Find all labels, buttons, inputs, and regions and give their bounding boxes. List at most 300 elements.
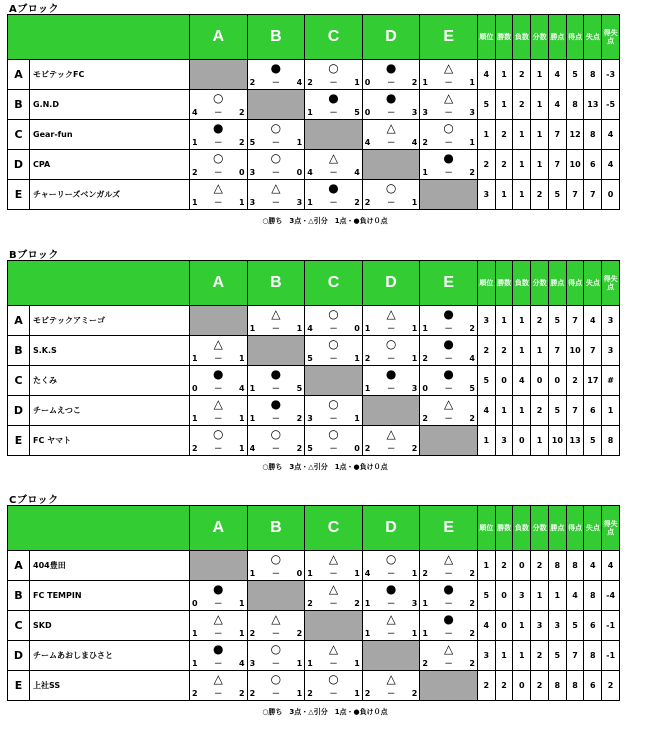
goals-against: 2 [411, 444, 418, 453]
stat-value: 0 [495, 581, 513, 611]
stat-value: 1 [495, 396, 513, 426]
goals-for: 2 [307, 78, 313, 87]
goals-for: 1 [307, 569, 313, 578]
goals-against: 5 [296, 384, 303, 393]
opponent-header: C [305, 261, 363, 306]
team-letter: D [8, 396, 30, 426]
match-score [365, 384, 418, 394]
goals-for: 1 [192, 198, 198, 207]
stat-header: 分数 [531, 261, 549, 306]
goals-for: 4 [307, 168, 313, 177]
score-dash: － [387, 689, 396, 698]
score-dash: － [271, 659, 280, 668]
result-symbol: △ [213, 612, 223, 626]
match-result-cell [362, 551, 420, 581]
points-legend: ○勝ち 3点・△引分 1点・●負け０点 [262, 708, 388, 716]
goals-for: 2 [422, 659, 428, 668]
stat-value: 2 [477, 671, 495, 701]
goals-for: 1 [364, 324, 371, 333]
result-symbol: ○ [385, 181, 397, 195]
stat-value: 4 [602, 120, 620, 150]
stat-header: 勝点 [548, 261, 566, 306]
result-symbol: ● [328, 181, 339, 195]
match-result-cell [420, 336, 478, 366]
score-dash: － [271, 384, 280, 393]
match-score [365, 689, 418, 699]
match-score [422, 384, 475, 394]
goals-for: 4 [249, 444, 256, 453]
match-score [365, 138, 418, 148]
self-match-cell [247, 90, 305, 120]
stat-header: 順位 [477, 15, 495, 60]
goals-for: 1 [192, 629, 198, 638]
goals-against: 2 [296, 444, 303, 453]
header-row [8, 261, 620, 306]
stat-value: 1 [495, 60, 513, 90]
self-match-cell [420, 426, 478, 456]
stat-header: 負数 [513, 506, 531, 551]
block-title: Aブロック [9, 4, 60, 15]
stat-value: 5 [566, 60, 584, 90]
goals-against: 2 [239, 108, 245, 117]
goals-for: 1 [422, 78, 428, 87]
goals-for: 2 [364, 444, 371, 453]
match-score [192, 629, 245, 639]
match-result-cell [305, 60, 363, 90]
stat-value: 7 [548, 150, 566, 180]
team-letter: E [8, 426, 30, 456]
score-dash: － [387, 138, 396, 147]
goals-for: 2 [364, 354, 371, 363]
goals-against: 0 [296, 569, 303, 578]
stat-value: 13 [566, 426, 584, 456]
match-result-cell [190, 366, 248, 396]
match-score [307, 198, 360, 208]
score-dash: － [214, 599, 223, 608]
goals-against: 1 [411, 198, 418, 207]
goals-against: 1 [411, 324, 418, 333]
self-match-cell [362, 150, 420, 180]
match-score [250, 569, 303, 579]
stat-value: 1 [495, 641, 513, 671]
goals-against: 1 [411, 629, 418, 638]
match-result-cell [190, 180, 248, 210]
stat-value: 1 [495, 180, 513, 210]
header-corner [8, 15, 190, 60]
goals-against: 3 [411, 599, 418, 608]
team-letter: B [8, 581, 30, 611]
team-letter: E [8, 671, 30, 701]
stat-header: 失点 [584, 506, 602, 551]
opponent-header: A [190, 261, 248, 306]
points-legend: ○勝ち 3点・△引分 1点・●負け０点 [262, 217, 388, 225]
goals-against: 3 [411, 108, 418, 117]
result-symbol: ● [270, 397, 282, 411]
goals-against: 2 [469, 569, 475, 578]
team-name: Gear-fun [30, 120, 190, 150]
team-row [8, 671, 620, 701]
goals-against: 4 [296, 78, 303, 87]
stat-value: 5 [566, 611, 584, 641]
match-score [365, 324, 418, 334]
result-symbol: △ [328, 552, 339, 566]
goals-against: 1 [354, 569, 360, 578]
result-symbol: △ [386, 121, 396, 135]
goals-against: 1 [411, 354, 418, 363]
result-symbol: ● [270, 367, 282, 381]
stat-value: 4 [513, 366, 531, 396]
match-score [250, 384, 303, 394]
self-match-cell [305, 120, 363, 150]
stat-value: 5 [548, 306, 566, 336]
result-symbol: △ [213, 337, 223, 351]
score-dash: － [214, 689, 223, 698]
goals-for: 2 [192, 689, 198, 698]
stat-value: 3 [531, 611, 549, 641]
goals-for: 2 [192, 168, 198, 177]
team-letter: C [8, 120, 30, 150]
stat-value: 1 [477, 426, 495, 456]
goals-against: 2 [469, 659, 475, 668]
score-dash: － [214, 354, 223, 363]
match-result-cell [420, 641, 478, 671]
score-dash: － [329, 444, 338, 453]
goals-for: 1 [422, 168, 428, 177]
stat-value: 0 [531, 366, 549, 396]
stat-value: 1 [531, 60, 549, 90]
stat-value: 3 [513, 581, 531, 611]
team-name: たくみ [30, 366, 190, 396]
match-result-cell [247, 60, 305, 90]
goals-against: 2 [469, 168, 475, 177]
stat-value: 1 [495, 90, 513, 120]
result-symbol: △ [444, 61, 454, 75]
goals-against: 1 [239, 629, 245, 638]
score-dash: － [271, 78, 280, 87]
stat-value: 8 [566, 90, 584, 120]
result-symbol: ○ [270, 552, 282, 566]
stat-value: 4 [566, 581, 584, 611]
match-score [192, 689, 245, 699]
stat-value: 1 [531, 336, 549, 366]
match-score [365, 629, 418, 639]
team-row [8, 120, 620, 150]
result-symbol: ● [443, 612, 454, 626]
result-symbol: ● [213, 367, 224, 381]
match-result-cell [420, 396, 478, 426]
match-score [307, 689, 360, 699]
team-name: S.K.S [30, 336, 190, 366]
goals-for: 2 [422, 569, 428, 578]
result-symbol: ○ [328, 337, 339, 351]
match-result-cell [362, 426, 420, 456]
match-score [192, 599, 245, 609]
opponent-header: D [362, 261, 420, 306]
stat-value: 1 [531, 120, 549, 150]
stat-header: 得点 [566, 506, 584, 551]
goals-for: 1 [307, 198, 313, 207]
stat-value: 4 [584, 551, 602, 581]
stat-value: 7 [566, 306, 584, 336]
self-match-cell [420, 671, 478, 701]
score-dash: － [271, 689, 280, 698]
match-score [192, 414, 245, 424]
goals-for: 1 [364, 384, 371, 393]
score-dash: － [387, 354, 396, 363]
goals-against: 2 [411, 689, 418, 698]
stat-value: 4 [477, 60, 495, 90]
points-legend: ○勝ち 3点・△引分 1点・●負け０点 [262, 463, 388, 471]
score-dash: － [329, 198, 338, 207]
goals-against: 2 [354, 599, 360, 608]
match-score [192, 659, 245, 669]
stat-value: 1 [513, 336, 531, 366]
stat-value: 8 [602, 426, 620, 456]
match-score [250, 629, 303, 639]
match-score [365, 569, 418, 579]
goals-for: 3 [249, 168, 256, 177]
goals-for: 2 [422, 138, 428, 147]
result-symbol: △ [271, 307, 281, 321]
result-symbol: ● [443, 151, 454, 165]
match-score [192, 354, 245, 364]
opponent-header: A [190, 15, 248, 60]
result-symbol: ● [385, 582, 397, 596]
team-letter: B [8, 336, 30, 366]
goals-against: 1 [239, 198, 245, 207]
goals-against: 5 [354, 108, 360, 117]
match-result-cell [190, 641, 248, 671]
stat-value: 1 [513, 120, 531, 150]
score-dash: － [387, 108, 396, 117]
score-dash: － [271, 629, 280, 638]
score-dash: － [329, 414, 338, 423]
result-symbol: △ [213, 181, 223, 195]
goals-against: 2 [239, 138, 245, 147]
goals-for: 1 [364, 629, 371, 638]
result-symbol: ○ [385, 552, 397, 566]
result-symbol: ● [385, 367, 397, 381]
stat-value: 2 [531, 551, 549, 581]
stat-header: 分数 [531, 506, 549, 551]
score-dash: － [271, 569, 280, 578]
stat-value: 8 [584, 581, 602, 611]
score-dash: － [329, 168, 338, 177]
match-result-cell [305, 150, 363, 180]
goals-for: 3 [422, 108, 428, 117]
stat-value: 4 [602, 551, 620, 581]
stat-value: 17 [584, 366, 602, 396]
score-dash: － [329, 599, 338, 608]
match-result-cell [247, 426, 305, 456]
result-symbol: △ [271, 181, 281, 195]
goals-against: 1 [411, 569, 418, 578]
opponent-header: E [420, 15, 478, 60]
match-result-cell [190, 150, 248, 180]
match-result-cell [362, 306, 420, 336]
stat-value: 0 [513, 426, 531, 456]
stat-header: 勝点 [548, 15, 566, 60]
header-corner [8, 261, 190, 306]
stat-value: 8 [566, 551, 584, 581]
result-symbol: ○ [443, 121, 454, 135]
goals-for: 2 [422, 354, 428, 363]
stat-header: 勝点 [548, 506, 566, 551]
stat-value: 8 [566, 671, 584, 701]
score-dash: － [444, 78, 453, 87]
goals-for: 2 [192, 444, 198, 453]
score-dash: － [444, 569, 453, 578]
match-result-cell [362, 671, 420, 701]
stat-value: 2 [531, 641, 549, 671]
match-result-cell [247, 150, 305, 180]
stat-value: 12 [566, 120, 584, 150]
stat-value: 3 [548, 611, 566, 641]
match-score [365, 108, 418, 118]
match-score [307, 659, 360, 669]
stat-header: 得点 [566, 15, 584, 60]
goals-against: 1 [239, 354, 245, 363]
goals-for: 0 [192, 599, 198, 608]
score-dash: － [214, 629, 223, 638]
goals-against: 2 [469, 629, 475, 638]
goals-for: 0 [364, 108, 371, 117]
match-result-cell [190, 581, 248, 611]
match-score [422, 354, 475, 364]
match-result-cell [420, 60, 478, 90]
result-symbol: △ [444, 642, 454, 656]
stat-value: 2 [495, 120, 513, 150]
stat-value: 6 [584, 611, 602, 641]
opponent-header: E [420, 506, 478, 551]
result-symbol: ● [443, 367, 454, 381]
result-symbol: ● [270, 61, 282, 75]
goals-for: 1 [307, 659, 313, 668]
goals-for: 1 [422, 324, 428, 333]
stat-value: 5 [548, 396, 566, 426]
self-match-cell [362, 396, 420, 426]
goals-against: 4 [239, 659, 245, 668]
match-result-cell [247, 551, 305, 581]
stat-value: 2 [477, 150, 495, 180]
match-score [192, 384, 245, 394]
self-match-cell [420, 180, 478, 210]
score-dash: － [329, 78, 338, 87]
goals-against: 2 [469, 599, 475, 608]
match-result-cell [247, 641, 305, 671]
match-result-cell [247, 366, 305, 396]
match-score [365, 444, 418, 454]
match-score [307, 168, 360, 178]
match-score [422, 659, 475, 669]
score-dash: － [387, 629, 396, 638]
team-letter: A [8, 306, 30, 336]
score-dash: － [214, 138, 223, 147]
team-name: SKD [30, 611, 190, 641]
result-symbol: ● [443, 337, 454, 351]
score-dash: － [214, 108, 223, 117]
stat-value: 0 [495, 366, 513, 396]
goals-against: 2 [354, 198, 360, 207]
match-result-cell [190, 396, 248, 426]
stat-value: 7 [584, 180, 602, 210]
stat-value: 8 [584, 120, 602, 150]
match-score [250, 324, 303, 334]
match-score [250, 168, 303, 178]
goals-against: 1 [354, 78, 360, 87]
team-row [8, 366, 620, 396]
stat-value: 6 [584, 150, 602, 180]
score-dash: － [271, 324, 280, 333]
goals-for: 4 [192, 108, 198, 117]
score-dash: － [329, 354, 338, 363]
match-score [422, 108, 475, 118]
result-symbol: ● [385, 61, 397, 75]
stat-value: 7 [548, 120, 566, 150]
stat-header: 勝数 [495, 261, 513, 306]
match-score [192, 138, 245, 148]
result-symbol: ● [443, 582, 454, 596]
match-result-cell [305, 581, 363, 611]
goals-against: 3 [296, 198, 303, 207]
stat-value: 0 [513, 671, 531, 701]
stat-value: 1 [477, 120, 495, 150]
stat-value: 4 [548, 90, 566, 120]
team-letter: C [8, 366, 30, 396]
goals-for: 1 [192, 414, 198, 423]
self-match-cell [305, 366, 363, 396]
result-symbol: ○ [328, 61, 339, 75]
team-row [8, 60, 620, 90]
stat-header: 順位 [477, 506, 495, 551]
score-dash: － [271, 414, 280, 423]
match-result-cell [420, 150, 478, 180]
goals-against: 1 [239, 599, 245, 608]
match-score [422, 569, 475, 579]
stat-value: 3 [477, 641, 495, 671]
result-symbol: ● [443, 307, 454, 321]
self-match-cell [190, 306, 248, 336]
stat-value: -5 [602, 90, 620, 120]
match-score [307, 569, 360, 579]
league-table [7, 505, 620, 701]
score-dash: － [444, 168, 453, 177]
stat-value: 4 [477, 611, 495, 641]
stat-value: 4 [477, 396, 495, 426]
stat-value: 2 [531, 396, 549, 426]
match-result-cell [305, 396, 363, 426]
goals-against: 2 [469, 324, 475, 333]
match-score [307, 354, 360, 364]
goals-against: 0 [354, 444, 360, 453]
match-result-cell [190, 611, 248, 641]
match-result-cell [362, 581, 420, 611]
score-dash: － [387, 324, 396, 333]
result-symbol: ○ [270, 642, 282, 656]
stat-value: 2 [531, 306, 549, 336]
match-score [250, 198, 303, 208]
match-result-cell [420, 611, 478, 641]
stat-value: 1 [513, 641, 531, 671]
team-row [8, 611, 620, 641]
match-score [422, 414, 475, 424]
stat-value: 7 [584, 336, 602, 366]
result-symbol: ○ [328, 397, 339, 411]
goals-against: 0 [296, 168, 303, 177]
goals-against: 1 [239, 414, 245, 423]
goals-for: 5 [307, 444, 313, 453]
goals-for: 2 [307, 599, 313, 608]
